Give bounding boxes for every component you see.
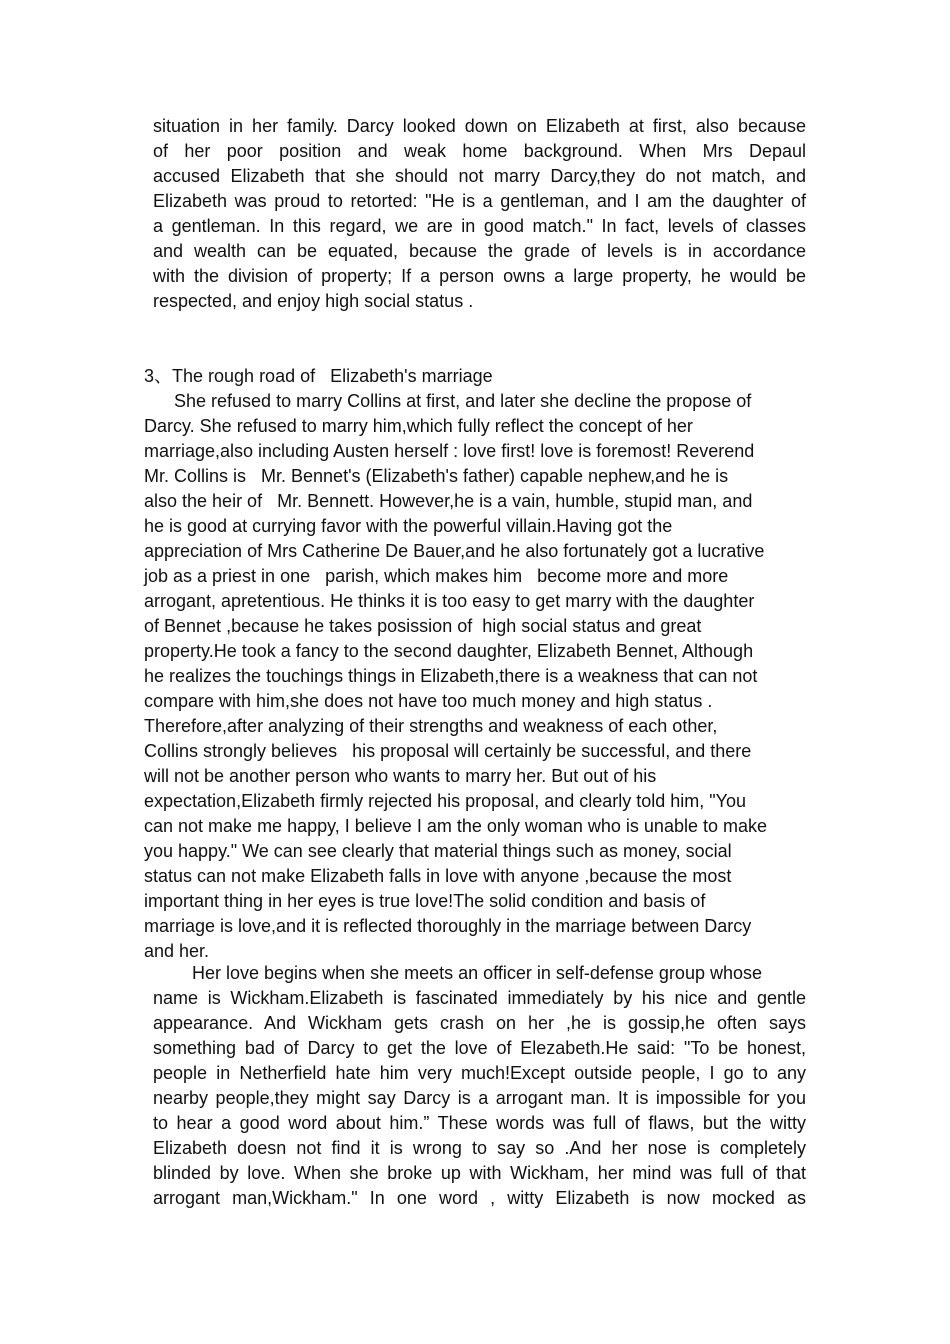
text-line: you happy." We can see clearly that material things such as money, social: [144, 841, 732, 861]
section-heading: 3、The rough road of Elizabeth's marriage: [144, 366, 493, 386]
text-line: also the heir of Mr. Bennett. However,he is a vain, humble, stupid man, and: [144, 491, 753, 511]
text-line: Therefore,after analyzing of their strengths and weakness of each other,: [144, 716, 718, 736]
text-line: arrogant man,Wickham." In one word , witty Elizabeth is now mocked as: [153, 1188, 806, 1208]
text-line: will not be another person who wants to marry her. But out of his: [144, 766, 657, 786]
text-line: Her love begins when she meets an officer in self-defense group whose: [192, 963, 762, 983]
text-line: and her.: [144, 941, 210, 961]
text-line: name is Wickham.Elizabeth is fascinated immediately by his nice and gentle: [153, 988, 806, 1008]
text-line: of Bennet ,because he takes posission of high social status and great: [144, 616, 702, 636]
text-line: blinded by love. When she broke up with Wickham, her mind was full of that: [153, 1163, 806, 1183]
text-line: arrogant, apretentious. He thinks it is too easy to get marry with the daughter: [144, 591, 755, 611]
text-line: to hear a good word about him.” These words was full of flaws, but the witty: [153, 1113, 806, 1133]
text-line: can not make me happy, I believe I am the only woman who is unable to make: [144, 816, 768, 836]
text-line: with the division of property; If a person owns a large property, he would be: [153, 266, 806, 286]
text-line: marriage is love,and it is reflected thoroughly in the marriage between Darcy: [144, 916, 752, 936]
text-line: appearance. And Wickham gets crash on her ,he is gossip,he often says: [153, 1013, 806, 1033]
text-line: important thing in her eyes is true love!The solid condition and basis of: [144, 891, 706, 911]
text-line: status can not make Elizabeth falls in love with anyone ,because the most: [144, 866, 732, 886]
text-line: Darcy. She refused to marry him,which fully reflect the concept of her: [144, 416, 693, 436]
text-line: respected, and enjoy high social status .: [153, 291, 474, 311]
paragraph-class-and-wealth: [153, 114, 806, 314]
text-line: of her poor position and weak home background. When Mrs Depaul: [153, 141, 806, 161]
text-line: expectation,Elizabeth firmly rejected his proposal, and clearly told him, "You: [144, 791, 747, 811]
text-line: situation in her family. Darcy looked down on Elizabeth at first, also because: [153, 116, 806, 136]
text-line: Collins strongly believes his proposal will certainly be successful, and there: [144, 741, 752, 761]
text-line: Mr. Collins is Mr. Bennet's (Elizabeth's father) capable nephew,and he is: [144, 466, 729, 486]
text-line: he realizes the touchings things in Elizabeth,there is a weakness that can not: [144, 666, 758, 686]
text-line: marriage,also including Austen herself : love first! love is foremost! Reverend: [144, 441, 755, 461]
text-line: Elizabeth doesn not find it is wrong to say so .And her nose is completely: [153, 1138, 806, 1158]
text-line: job as a priest in one parish, which makes him become more and more: [144, 566, 729, 586]
text-line: something bad of Darcy to get the love of Elezabeth.He said: "To be honest,: [153, 1038, 806, 1058]
text-line: nearby people,they might say Darcy is a arrogant man. It is impossible for you: [153, 1088, 806, 1108]
text-line: and wealth can be equated, because the grade of levels is in accordance: [153, 241, 806, 261]
text-line: a gentleman. In this regard, we are in good match." In fact, levels of classes: [153, 216, 806, 236]
text-line: She refused to marry Collins at first, and later she decline the propose of: [144, 391, 752, 411]
text-line: people in Netherfield hate him very much!Except outside people, I go to any: [153, 1063, 806, 1083]
text-line: accused Elizabeth that she should not marry Darcy,they do not match, and: [153, 166, 806, 186]
text-line: property.He took a fancy to the second daughter, Elizabeth Bennet, Although: [144, 641, 754, 661]
text-line: appreciation of Mrs Catherine De Bauer,and he also fortunately got a lucrative: [144, 541, 765, 561]
paragraph-refusals: [144, 389, 814, 964]
text-line: he is good at currying favor with the powerful villain.Having got the: [144, 516, 673, 536]
text-line: compare with him,she does not have too much money and high status .: [144, 691, 713, 711]
text-line: Elizabeth was proud to retorted: "He is a gentleman, and I am the daughter of: [153, 191, 806, 211]
paragraph-wickham: [153, 961, 806, 1211]
